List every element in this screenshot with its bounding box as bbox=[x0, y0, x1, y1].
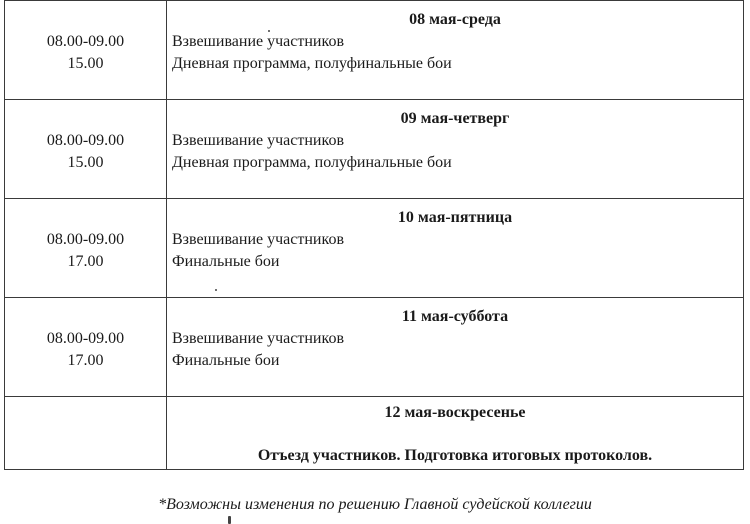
time-slot: 15.00 bbox=[67, 55, 104, 72]
time-cell-empty bbox=[5, 397, 167, 470]
event-cell bbox=[167, 199, 744, 298]
day-title: 09 мая-четверг bbox=[400, 110, 510, 127]
day-title: 10 мая-пятница bbox=[397, 209, 513, 226]
day-row bbox=[5, 100, 744, 199]
time-slot: 08.00-09.00 bbox=[46, 33, 125, 50]
event-item: Дневная программа, полуфинальные бои bbox=[172, 154, 452, 171]
time-cell bbox=[5, 1, 167, 100]
event-item: Взвешивание участников bbox=[172, 132, 344, 149]
time-cell bbox=[5, 298, 167, 397]
event-item: Взвешивание участников bbox=[172, 330, 344, 347]
event-cell bbox=[167, 100, 744, 199]
event-item: Дневная программа, полуфинальные бои bbox=[172, 55, 452, 72]
day-row bbox=[5, 1, 744, 100]
event-cell bbox=[167, 1, 744, 100]
footnote: *Возможны изменения по решению Главной судейской коллегии bbox=[158, 496, 592, 513]
scan-speck bbox=[228, 516, 231, 524]
schedule-table bbox=[4, 0, 744, 470]
event-cell bbox=[167, 298, 744, 397]
day-title: 11 мая-суббота bbox=[401, 308, 509, 325]
time-slot: 08.00-09.00 bbox=[46, 330, 125, 347]
day-row bbox=[5, 199, 744, 298]
day-title: 08 мая-среда bbox=[409, 11, 501, 28]
time-slot: 08.00-09.00 bbox=[46, 132, 125, 149]
day-row-last bbox=[5, 397, 744, 470]
scan-speck bbox=[268, 30, 270, 32]
day-title: 12 мая-воскресенье bbox=[384, 404, 526, 421]
time-slot: 08.00-09.00 bbox=[46, 231, 125, 248]
time-slot: 17.00 bbox=[67, 253, 104, 270]
event-cell bbox=[167, 397, 744, 470]
scan-speck bbox=[215, 289, 217, 291]
day-row bbox=[5, 298, 744, 397]
time-slot: 15.00 bbox=[67, 154, 104, 171]
event-item: Взвешивание участников bbox=[172, 231, 344, 248]
departure-note: Отъезд участников. Подготовка итоговых протоколов. bbox=[257, 447, 653, 464]
event-item: Взвешивание участников bbox=[172, 33, 344, 50]
time-cell bbox=[5, 199, 167, 298]
event-item: Финальные бои bbox=[172, 253, 280, 270]
time-slot: 17.00 bbox=[67, 352, 104, 369]
time-cell bbox=[5, 100, 167, 199]
event-item: Финальные бои bbox=[172, 352, 280, 369]
